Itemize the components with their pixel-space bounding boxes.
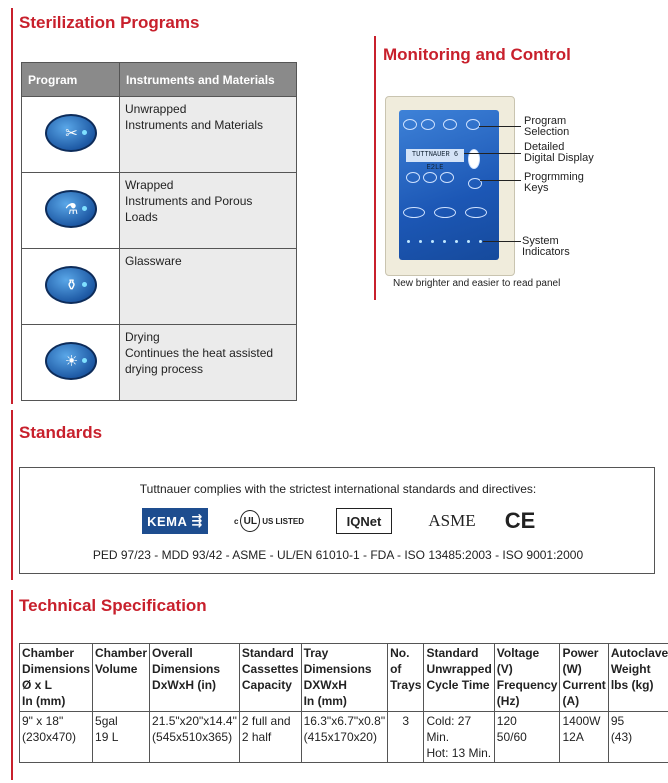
system-indicator-led bbox=[479, 240, 482, 243]
program-icon-cell bbox=[22, 97, 120, 173]
table-row bbox=[22, 173, 297, 249]
monitoring-title: Monitoring and Control bbox=[383, 45, 571, 64]
system-indicator-led bbox=[467, 240, 470, 243]
sterilization-table bbox=[21, 62, 297, 401]
accent-bar-monitoring bbox=[374, 36, 376, 300]
program-description bbox=[120, 97, 297, 173]
tech-spec-table bbox=[19, 643, 668, 763]
program-button-icon bbox=[421, 119, 435, 130]
system-indicator-led bbox=[431, 240, 434, 243]
table-row bbox=[22, 97, 297, 173]
spec-header-cell: No. of Trays bbox=[388, 644, 424, 712]
spec-value-cell: 9" x 18" (230x470) bbox=[20, 712, 93, 763]
program-description bbox=[120, 173, 297, 249]
setting-key-icon bbox=[423, 172, 437, 183]
program-detail: drying process bbox=[125, 362, 204, 376]
program-detail: Instruments and Materials bbox=[125, 118, 264, 132]
standards-title: Standards bbox=[19, 423, 103, 442]
spec-header-cell: Overall Dimensions DxWxH (in) bbox=[150, 644, 240, 712]
spec-header-cell: Chamber Dimensions Ø x L In (mm) bbox=[20, 644, 93, 712]
spec-value-cell: Cold: 27 Min. Hot: 13 Min. bbox=[424, 712, 494, 763]
callout-line-keys bbox=[480, 180, 521, 181]
table-row bbox=[22, 325, 297, 401]
program-button-icon bbox=[443, 119, 457, 130]
program-icon-cell bbox=[22, 325, 120, 401]
label-programming-keys: Progrmming Keys bbox=[524, 171, 584, 194]
table-row bbox=[22, 249, 297, 325]
spec-header-cell: Tray Dimensions DXWxH In (mm) bbox=[301, 644, 388, 712]
drying-sun-icon: ☀ bbox=[45, 342, 97, 380]
programming-key-icon bbox=[468, 149, 480, 169]
label-program-selection: Program Selection bbox=[524, 115, 570, 138]
spec-header-cell: Chamber Volume bbox=[93, 644, 150, 712]
spec-header-cell: Autoclave Weight lbs (kg) bbox=[608, 644, 668, 712]
system-indicator-led bbox=[455, 240, 458, 243]
header-program: Program bbox=[22, 63, 120, 97]
digital-display: TUTTNAUER 6 E2LE bbox=[406, 149, 464, 162]
sterilization-title: Sterilization Programs bbox=[19, 13, 200, 32]
panel-caption: New brighter and easier to read panel bbox=[393, 278, 561, 289]
callout-line-indicators bbox=[483, 241, 521, 242]
asme-logo: ASME bbox=[428, 511, 476, 530]
setting-key-icon bbox=[406, 172, 420, 183]
kema-logo: KEMA ⇶ bbox=[142, 508, 208, 534]
spec-value-cell: 21.5"x20"x14.4" (545x510x365) bbox=[150, 712, 240, 763]
wrapped-instruments-icon: ⚗ bbox=[45, 190, 97, 228]
start-key-icon bbox=[434, 207, 456, 218]
accent-bar-sterilization bbox=[11, 8, 13, 404]
program-detail: Instruments and Porous bbox=[125, 194, 253, 208]
callout-line-display bbox=[464, 153, 521, 154]
spec-value-cell: 1400W 12A bbox=[560, 712, 608, 763]
glassware-flask-icon: ⚱ bbox=[45, 266, 97, 304]
iqnet-logo: IQNet bbox=[336, 508, 392, 534]
spec-header-row bbox=[20, 644, 668, 712]
standards-box bbox=[19, 467, 655, 574]
program-icon-cell bbox=[22, 249, 120, 325]
callout-line-program bbox=[479, 126, 521, 127]
ul-listed-logo: c UL US LISTED bbox=[234, 508, 304, 534]
accent-bar-standards bbox=[11, 410, 13, 580]
stop-key-icon bbox=[403, 207, 425, 218]
spec-value-cell: 16.3"x6.7"x0.8" (415x170x20) bbox=[301, 712, 388, 763]
spec-header-cell: Standard Unwrapped Cycle Time bbox=[424, 644, 494, 712]
program-button-icon bbox=[403, 119, 417, 130]
program-name: Glassware bbox=[125, 254, 182, 268]
system-indicator-led bbox=[443, 240, 446, 243]
spec-header-cell: Power (W) Current (A) bbox=[560, 644, 608, 712]
spec-value-cell: 5gal 19 L bbox=[93, 712, 150, 763]
control-panel-screen bbox=[399, 110, 499, 260]
table-header-row bbox=[22, 63, 297, 97]
system-indicator-led bbox=[407, 240, 410, 243]
unwrapped-instruments-icon: ✂ bbox=[45, 114, 97, 152]
spec-value-cell: 120 50/60 bbox=[494, 712, 560, 763]
label-digital-display: Detailed Digital Display bbox=[524, 141, 594, 164]
standards-intro: Tuttnauer complies with the strictest international standards and directives: bbox=[139, 482, 537, 496]
spec-header-cell: Voltage (V) Frequency (Hz) bbox=[494, 644, 560, 712]
technical-title: Technical Specification bbox=[19, 596, 207, 615]
standards-list: PED 97/23 - MDD 93/42 - ASME - UL/EN 61010-1 - FDA - ISO 13485:2003 - ISO 9001:2000 bbox=[92, 548, 584, 562]
header-instruments: Instruments and Materials bbox=[120, 63, 297, 97]
spec-value-cell: 2 full and 2 half bbox=[239, 712, 301, 763]
program-name: Wrapped bbox=[125, 178, 174, 192]
info-key-icon bbox=[465, 207, 487, 218]
spec-value-cell: 3 bbox=[388, 712, 424, 763]
spec-header-cell: Standard Cassettes Capacity bbox=[239, 644, 301, 712]
ce-mark-logo: CE bbox=[504, 508, 536, 533]
program-name: Unwrapped bbox=[125, 102, 187, 116]
setting-key-icon bbox=[440, 172, 454, 183]
label-system-indicators: System Indicators bbox=[522, 235, 570, 258]
program-icon-cell bbox=[22, 173, 120, 249]
accent-bar-technical bbox=[11, 590, 13, 780]
program-name: Drying bbox=[125, 330, 160, 344]
program-detail: Continues the heat assisted bbox=[125, 346, 274, 360]
program-description bbox=[120, 325, 297, 401]
spec-data-row bbox=[20, 712, 668, 763]
program-detail: Loads bbox=[125, 210, 158, 224]
program-description bbox=[120, 249, 297, 325]
program-button-icon bbox=[466, 119, 480, 130]
spec-value-cell: 95 (43) bbox=[608, 712, 668, 763]
system-indicator-led bbox=[419, 240, 422, 243]
